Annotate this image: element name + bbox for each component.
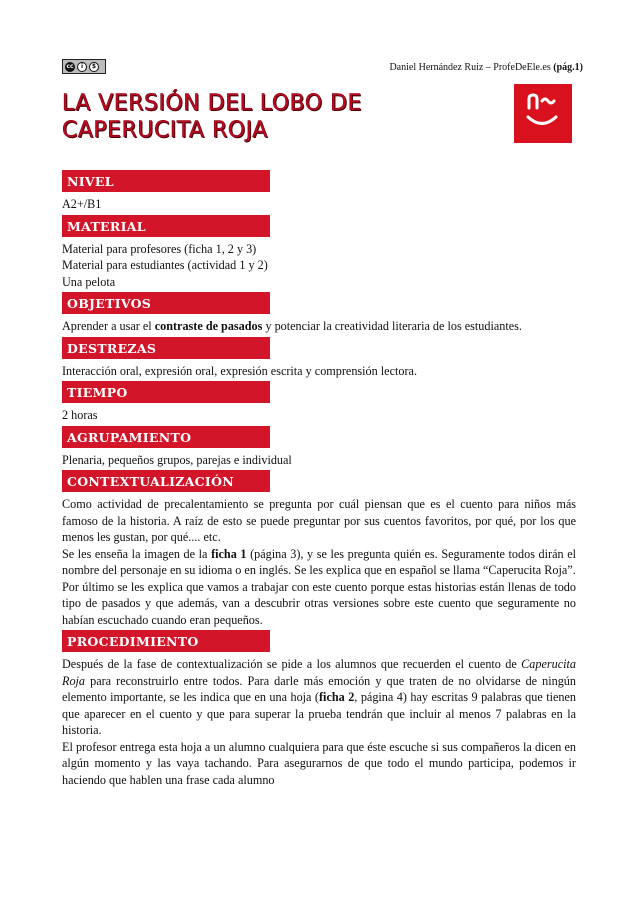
- material-line: Material para estudiantes (actividad 1 y 2): [62, 258, 268, 272]
- section-heading: PROCEDIMIENTO: [62, 630, 270, 652]
- section-heading: MATERIAL: [62, 215, 270, 237]
- section-heading: NIVEL: [62, 170, 270, 192]
- procedimiento-paragraph: El profesor entrega esta hoja a un alumno cualquiera para que éste escuche si sus compañeros la dicen en algún momento y las vaya tachando. Para asegurarnos de que todo el mundo participa, podemos ir haciendo que hablen una frase cada alumno: [62, 739, 576, 787]
- section-objetivos: [62, 292, 576, 335]
- material-line: Una pelota: [62, 274, 116, 289]
- section-material: [62, 215, 576, 291]
- section-procedimiento: [62, 630, 576, 788]
- document-body: [62, 168, 576, 788]
- destrezas-text: Interacción oral, expresión oral, expresión escrita y comprensión lectora.: [62, 363, 417, 378]
- nivel-value: A2+/B1: [62, 197, 102, 211]
- author-line: Daniel Hernández Ruiz – ProfeDeEle.es: [389, 62, 551, 73]
- section-heading: CONTEXTUALIZACIÓN: [62, 470, 270, 492]
- creative-commons-icon: cc i $: [62, 59, 106, 74]
- page-title: [62, 90, 442, 144]
- section-nivel: [62, 170, 576, 213]
- contextualizacion-paragraph: Se les enseña la imagen de la ficha 1 (página 3), y se les pregunta quién es. Seguramente todos dirán el nombre del personaje en su idioma o en inglés. Se les explica que en español se llama “Caperucita Roja”.: [62, 546, 576, 577]
- section-heading: DESTREZAS: [62, 337, 270, 359]
- agrupamiento-text: Plenaria, pequeños grupos, parejas e individual: [62, 452, 292, 467]
- title-line-1: LA VERSIÓN DEL LOBO DE: [62, 91, 362, 116]
- page-number: (pág.1): [553, 62, 583, 73]
- contextualizacion-paragraph: Como actividad de precalentamiento se pregunta por cuál piensan que es el cuento para niños más famoso de la historia. A raíz de esto se puede preguntar por sus cuentos favoritos, por qué, por los que menos les gustan, por qué.... etc.: [62, 497, 576, 544]
- section-contextualizacion: [62, 470, 576, 628]
- section-destrezas: [62, 337, 576, 380]
- section-heading: OBJETIVOS: [62, 292, 270, 314]
- section-heading: TIEMPO: [62, 381, 270, 403]
- procedimiento-paragraph: Después de la fase de contextualización se pide a los alumnos que recuerden el cuento de Caperucita Roja para reconstruirlo entre todos. Para darle más emoción y que traten de no olvidarse de ningún elemento importante, se les indica que en una hoja (ficha 2, página 4) hay escritas 9 palabras que tienen que aparecer en el cuento y que para superar la prueba tendrán que incluir al menos 7 palabras en la historia.: [62, 657, 576, 737]
- section-agrupamiento: [62, 426, 576, 469]
- material-line: Material para profesores (ficha 1, 2 y 3): [62, 241, 257, 256]
- objetivos-text: Aprender a usar el contraste de pasados y potenciar la creatividad literaria de los estudiantes.: [62, 319, 522, 333]
- title-line-2: CAPERUCITA ROJA: [62, 118, 268, 143]
- contextualizacion-paragraph: Por último se les explica que vamos a trabajar con este cuento porque estas historias están llenas de todo tipo de pasados y que además, van a descubrir otras versiones sobre este cuento que seguramente no habían escuchado cuando eran pequeños.: [62, 579, 576, 627]
- page-header: [389, 62, 583, 73]
- tiempo-text: 2 horas: [62, 408, 98, 422]
- section-tiempo: [62, 381, 576, 424]
- section-heading: AGRUPAMIENTO: [62, 426, 270, 448]
- profedeele-logo-icon: [514, 84, 572, 143]
